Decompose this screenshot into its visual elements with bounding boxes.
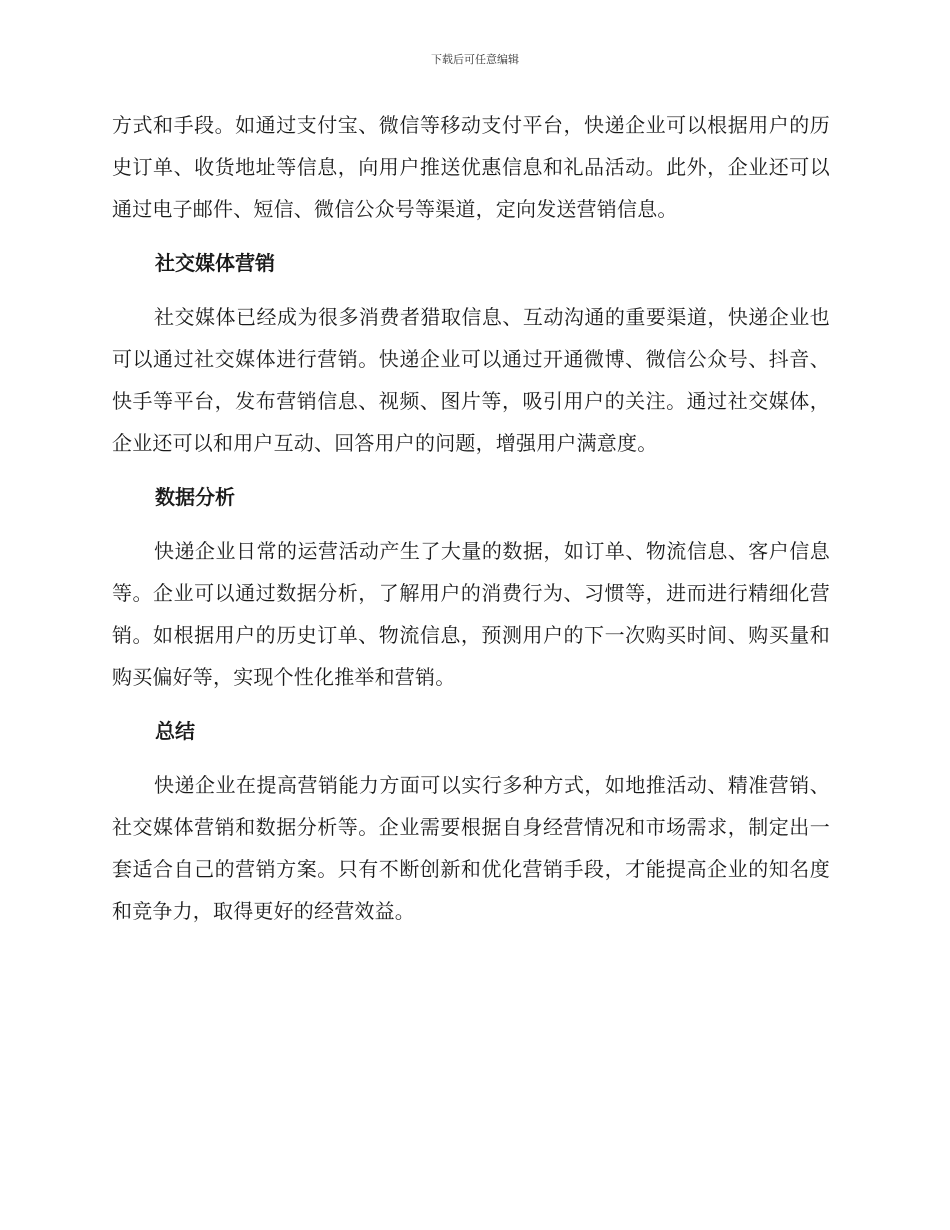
section-heading-summary: 总结 (155, 719, 195, 743)
document-body (112, 104, 830, 932)
paragraph-data-analysis: 快递企业日常的运营活动产生了大量的数据，如订单、物流信息、客户信息等。企业可以通过数据分析，了解用户的消费行为、习惯等，进而进行精细化营销。如根据用户的历史订单、物流信息，预测用户的下一次购买时间、购买量和购买偏好等，实现个性化推举和营销。 (112, 539, 830, 689)
paragraph-social-media: 社交媒体已经成为很多消费者猎取信息、互动沟通的重要渠道，快递企业也可以通过社交媒体进行营销。快递企业可以通过开通微博、微信公众号、抖音、快手等平台，发布营销信息、视频、图片等，吸引用户的关注。通过社交媒体，企业还可以和用户互动、回答用户的问题，增强用户满意度。 (112, 305, 830, 455)
page-header: 下载后可任意编辑 (431, 53, 519, 66)
paragraph-continued: 方式和手段。如通过支付宝、微信等移动支付平台，快递企业可以根据用户的历史订单、收货地址等信息，向用户推送优惠信息和礼品活动。此外，企业还可以通过电子邮件、短信、微信公众号等渠道，定向发送营销信息。 (112, 113, 830, 221)
section-heading-social-media: 社交媒体营销 (155, 251, 275, 275)
section-heading-data-analysis: 数据分析 (155, 485, 235, 509)
paragraph-summary: 快递企业在提高营销能力方面可以实行多种方式，如地推活动、精准营销、社交媒体营销和数据分析等。企业需要根据自身经营情况和市场需求，制定出一套适合自己的营销方案。只有不断创新和优化营销手段，才能提高企业的知名度和竞争力，取得更好的经营效益。 (112, 773, 830, 923)
